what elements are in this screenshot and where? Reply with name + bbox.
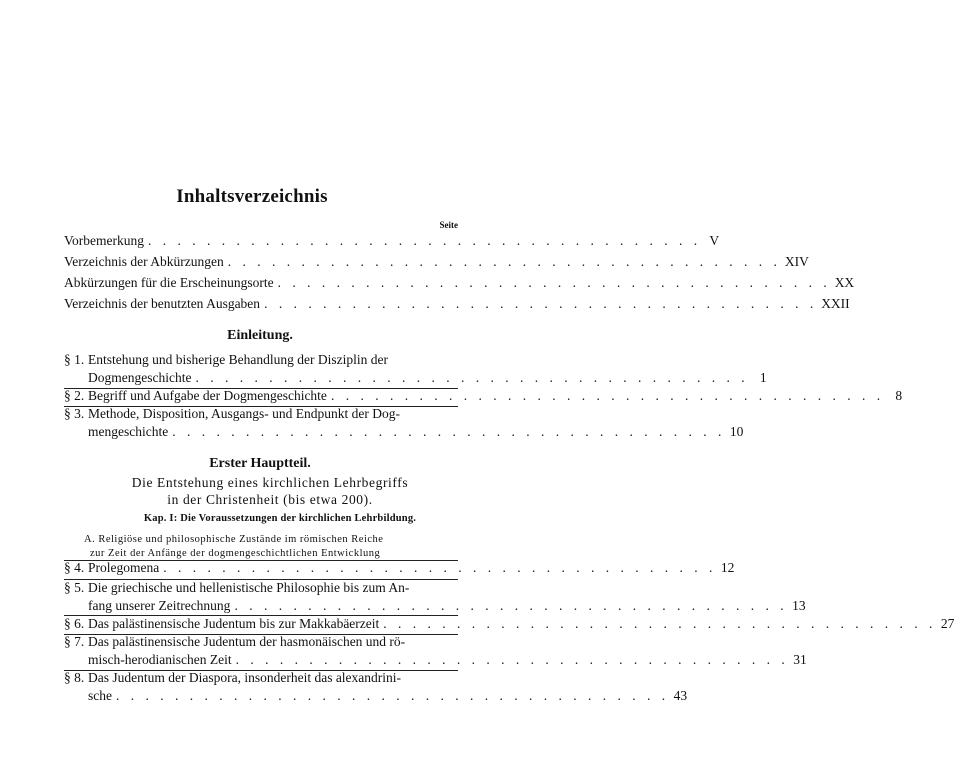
toc-entry-page: 13 bbox=[792, 598, 806, 613]
toc-entry-page: 43 bbox=[673, 688, 688, 703]
toc-entry-label: Das palästinensische Judentum bis zur Makkabäerzeit bbox=[88, 616, 380, 631]
paragraph-number: § 3. bbox=[64, 406, 85, 421]
hauptteil-subtitle-line2: in der Christenheit (bis etwa 200). bbox=[167, 492, 373, 507]
toc-entry-label: Prolegomena bbox=[88, 560, 160, 575]
toc-entry-label: Die griechische und hellenistische Philosophie bis zum An- bbox=[88, 580, 410, 595]
hauptteil-heading: Erster Hauptteil. bbox=[209, 456, 311, 471]
leader-dots: . . . . . . . . . . . . . . . . . . . . . . . . . . . . . . . . . . . . . . bbox=[148, 233, 702, 248]
leader-dots: . . . . . . . . . . . . . . . . . . . . . . . . . . . . . . . . . . . . . . bbox=[227, 254, 781, 269]
toc-entry-label: sche bbox=[88, 688, 112, 703]
toc-entry-page: 10 bbox=[729, 424, 744, 439]
leader-dots: . . . . . . . . . . . . . . . . . . . . . . . . . . . . . . . . . . . . . . bbox=[163, 560, 717, 575]
toc-entry-label: Methode, Disposition, Ausgangs- und Endpunkt der Dog- bbox=[88, 406, 400, 421]
toc-entry-label: Verzeichnis der Abkürzungen bbox=[64, 254, 224, 269]
toc-entry-label: Vorbemerkung bbox=[64, 233, 144, 248]
toc-entry-label: Das Judentum der Diaspora, insonderheit das alexandrini- bbox=[88, 670, 402, 685]
leader-dots: . . . . . . . . . . . . . . . . . . . . . . . . . . . . . . . . . . . . . . bbox=[195, 370, 749, 385]
toc-entry-label: Entstehung und bisherige Behandlung der Disziplin der bbox=[88, 352, 388, 367]
paragraph-number: § 7. bbox=[64, 634, 85, 649]
toc-entry-par5-line1 bbox=[64, 578, 458, 598]
paragraph-number: § 5. bbox=[64, 580, 85, 595]
toc-entry-page: 1 bbox=[759, 370, 767, 385]
toc-entry-par3-line1 bbox=[64, 404, 458, 424]
toc-entry-par7-line2 bbox=[64, 650, 807, 670]
toc-entry-page: XXII bbox=[821, 296, 850, 311]
paragraph-number: § 4. bbox=[64, 560, 85, 575]
toc-entry-erscheinungsorte bbox=[64, 273, 855, 293]
toc-entry-label: Begriff und Aufgabe der Dogmengeschichte bbox=[88, 388, 327, 403]
toc-entry-page: XIV bbox=[784, 254, 809, 269]
toc-entry-par1-line1 bbox=[64, 350, 458, 370]
leader-dots: . . . . . . . . . . . . . . . . . . . . . . . . . . . . . . . . . . . . . . bbox=[383, 616, 937, 631]
toc-entry-label: Das palästinensische Judentum der hasmonäischen und rö- bbox=[88, 634, 406, 649]
toc-entry-abkuerzungen bbox=[64, 252, 809, 272]
leader-dots: . . . . . . . . . . . . . . . . . . . . . . . . . . . . . . . . . . . . . . bbox=[172, 424, 726, 439]
paragraph-number: § 2. bbox=[64, 388, 85, 403]
paragraph-number: § 1. bbox=[64, 352, 85, 367]
kapitel-heading: Kap. I: Die Voraussetzungen der kirchlichen Lehrbildung. bbox=[143, 513, 417, 524]
leader-dots: . . . . . . . . . . . . . . . . . . . . . . . . . . . . . . . . . . . . . . bbox=[330, 388, 885, 403]
toc-entry-par3-line2 bbox=[64, 422, 744, 442]
toc-entry-page: 31 bbox=[793, 652, 807, 667]
toc-entry-label: misch-herodianischen Zeit bbox=[88, 652, 232, 667]
section-a-heading-line2: zur Zeit der Anfänge der dogmengeschichtlichen Entwicklung bbox=[90, 548, 381, 559]
section-a-heading-line1: A. Religiöse und philosophische Zustände im römischen Reiche bbox=[84, 534, 384, 545]
leader-dots: . . . . . . . . . . . . . . . . . . . . . . . . . . . . . . . . . . . . . . bbox=[116, 688, 670, 703]
toc-entry-label: Verzeichnis der benutzten Ausgaben bbox=[64, 296, 261, 311]
toc-entry-par7-line1 bbox=[64, 632, 458, 652]
toc-entry-page: 12 bbox=[720, 560, 735, 575]
toc-entry-par6 bbox=[64, 614, 954, 634]
toc-entry-ausgaben bbox=[64, 294, 850, 314]
toc-entry-par2 bbox=[64, 386, 903, 406]
toc-entry-label: Dogmengeschichte bbox=[88, 370, 192, 385]
toc-entry-par8-line2 bbox=[64, 686, 688, 706]
toc-entry-par1-line2 bbox=[64, 368, 767, 388]
seite-label: Seite bbox=[439, 220, 458, 230]
page-title: Inhaltsverzeichnis bbox=[176, 186, 328, 207]
toc-entry-par4 bbox=[64, 558, 735, 578]
einleitung-heading: Einleitung. bbox=[227, 328, 293, 343]
toc-entry-par8-line1 bbox=[64, 668, 458, 688]
toc-entry-page: 27 bbox=[940, 616, 954, 631]
toc-entry-label: mengeschichte bbox=[88, 424, 169, 439]
toc-entry-label: Abkürzungen für die Erscheinungsorte bbox=[64, 275, 274, 290]
toc-entry-page: XX bbox=[834, 275, 855, 290]
leader-dots: . . . . . . . . . . . . . . . . . . . . . . . . . . . . . . . . . . . . . . bbox=[235, 652, 789, 667]
hauptteil-subtitle-line1: Die Entstehung eines kirchlichen Lehrbegriffs bbox=[131, 475, 409, 490]
toc-entry-vorbemerkung bbox=[64, 231, 720, 251]
toc-entry-page: V bbox=[709, 233, 720, 248]
toc-entry-par5-line2 bbox=[64, 596, 806, 616]
paragraph-number: § 6. bbox=[64, 616, 85, 631]
paragraph-number: § 8. bbox=[64, 670, 85, 685]
leader-dots: . . . . . . . . . . . . . . . . . . . . . . . . . . . . . . . . . . . . . . bbox=[234, 598, 788, 613]
toc-entry-page: 8 bbox=[895, 388, 903, 403]
toc-entry-label: fang unserer Zeitrechnung bbox=[88, 598, 231, 613]
leader-dots: . . . . . . . . . . . . . . . . . . . . . . . . . . . . . . . . . . . . . . bbox=[264, 296, 818, 311]
leader-dots: . . . . . . . . . . . . . . . . . . . . . . . . . . . . . . . . . . . . . . bbox=[277, 275, 831, 290]
